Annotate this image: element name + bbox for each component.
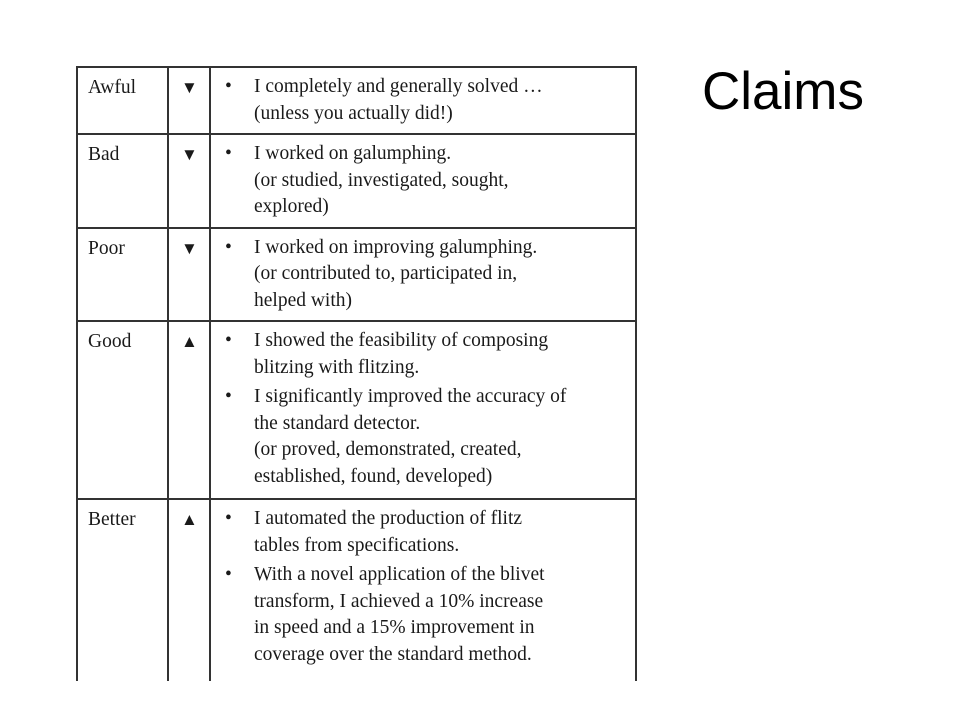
- table-row-good: [77, 321, 636, 499]
- table-row-awful: [77, 67, 636, 134]
- claim-line: (or proved, demonstrated, created,: [254, 439, 522, 460]
- claim-line: I automated the production of flitz: [254, 508, 523, 529]
- claims-table: [76, 66, 637, 681]
- claim-line: With a novel application of the blivet: [254, 564, 545, 585]
- claim-line: (unless you actually did!): [254, 102, 453, 124]
- claim-line: helped with): [254, 289, 353, 311]
- table-row-bad: [77, 134, 636, 228]
- claims-cell: [210, 321, 636, 499]
- claim-line: I worked on improving galumphing.: [254, 236, 538, 258]
- claims-cell: [210, 228, 636, 322]
- claim-item: [225, 74, 631, 127]
- bullet-icon: •: [225, 330, 232, 351]
- claim-line: I worked on galumphing.: [254, 143, 452, 164]
- claim-item: [225, 562, 631, 668]
- claims-cell: [210, 67, 636, 134]
- bullet-icon: •: [225, 564, 232, 585]
- table-row-poor: [77, 228, 636, 322]
- bullet-icon: •: [225, 386, 232, 407]
- bullet-icon: •: [225, 236, 232, 258]
- claim-line: coverage over the standard method.: [254, 643, 532, 665]
- down-arrow-icon: ▼: [168, 67, 210, 134]
- claim-line: in speed and a 15% improvement in: [254, 617, 535, 638]
- bullet-icon: •: [225, 143, 232, 164]
- claim-line: I showed the feasibility of composing: [254, 330, 549, 351]
- table-row-better: [77, 499, 636, 681]
- down-arrow-icon: ▼: [168, 134, 210, 228]
- claims-cell: [210, 499, 636, 681]
- up-arrow-icon: ▲: [168, 321, 210, 499]
- claim-line: (or studied, investigated, sought,: [254, 169, 509, 191]
- rating-label: Bad: [77, 134, 168, 228]
- claim-item: [225, 141, 631, 221]
- up-arrow-icon: ▲: [168, 499, 210, 681]
- down-arrow-icon: ▼: [168, 228, 210, 322]
- claims-cell: [210, 134, 636, 228]
- rating-label: Good: [77, 321, 168, 499]
- rating-label: Awful: [77, 67, 168, 134]
- claim-line: I significantly improved the accuracy of: [254, 386, 567, 407]
- claim-line: the standard detector.: [254, 412, 421, 434]
- rating-label: Poor: [77, 228, 168, 322]
- claim-line: transform, I achieved a 10% increase: [254, 590, 544, 612]
- claim-line: established, found, developed): [254, 465, 493, 487]
- claim-item: [225, 328, 631, 381]
- claim-line: (or contributed to, participated in,: [254, 263, 518, 284]
- slide-title: Claims: [702, 62, 864, 121]
- claim-line: tables from specifications.: [254, 534, 460, 556]
- claim-line: I completely and generally solved …: [254, 76, 543, 97]
- claim-item: [225, 235, 631, 315]
- bullet-icon: •: [225, 76, 232, 97]
- claim-line: blitzing with flitzing.: [254, 356, 420, 378]
- bullet-icon: •: [225, 508, 232, 529]
- claim-item: [225, 506, 631, 559]
- claim-line: explored): [254, 196, 329, 217]
- claim-item: [225, 384, 631, 490]
- rating-label: Better: [77, 499, 168, 681]
